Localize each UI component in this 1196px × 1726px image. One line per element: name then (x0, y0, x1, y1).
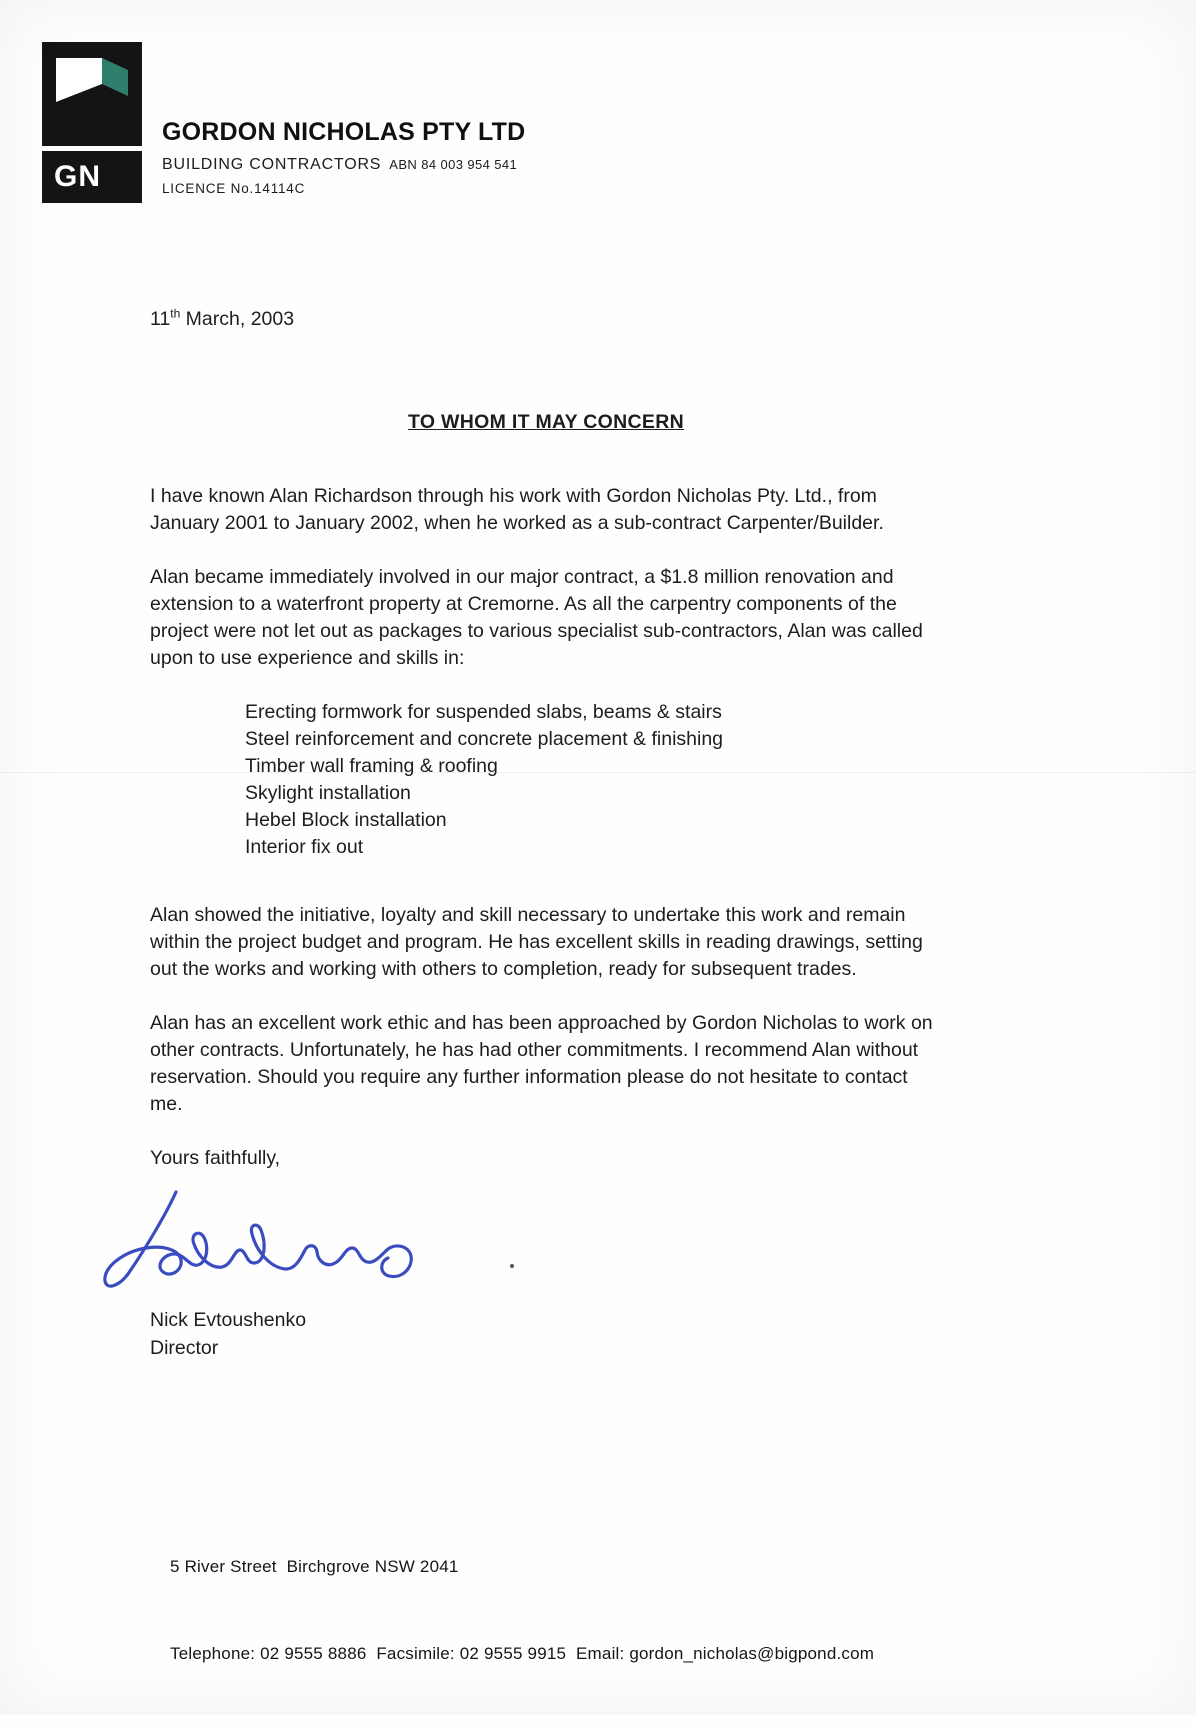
footer-address: 5 River Street Birchgrove NSW 2041 (170, 1557, 459, 1576)
skill-item: Skylight installation (245, 782, 411, 804)
date-rest: March, 2003 (180, 308, 295, 330)
logo-fold-icon (42, 42, 142, 146)
letter-body (150, 306, 942, 1362)
ink-dot (510, 1264, 514, 1268)
footer-contact: Telephone: 02 9555 8886 Facsimile: 02 9555 9915 Email: gordon_nicholas@bigpond.com (170, 1644, 875, 1663)
paragraph-contract: Alan became immediately involved in our major contract, a $1.8 million renovation and extension to a waterfront property at Cremorne. As all the carpentry components of the project were not let out as packages to various specialist sub-contractors, Alan was called upon to use experience and skills in: (150, 566, 923, 669)
signatory-block (150, 1306, 942, 1362)
skill-item: Timber wall framing & roofing (245, 755, 498, 777)
logo-monogram: GN (42, 151, 142, 203)
letter-date (150, 306, 942, 333)
skill-item: Interior fix out (245, 836, 364, 858)
company-licence: LICENCE No.14114C (162, 181, 306, 196)
signatory-title: Director (150, 1337, 219, 1359)
paragraph-skills-summary: Alan showed the initiative, loyalty and skill necessary to undertake this work and remain within the project budget and program. He has excellent skills in reading drawings, setting out the works and working with others to completion, ready for subsequent trades. (150, 904, 923, 980)
company-subtitle (162, 156, 525, 174)
paragraph-recommendation: Alan has an excellent work ethic and has been approached by Gordon Nicholas to work on other contracts. Unfortunately, he has had other commitments. I recommend Alan without reservation. Should you require any further information please do not hesitate to contact me. (150, 1012, 933, 1115)
company-logo (42, 42, 142, 203)
company-subtitle-text: BUILDING CONTRACTORS (162, 156, 382, 173)
skill-item: Erecting formwork for suspended slabs, beams & stairs (245, 701, 722, 723)
letter-title: TO WHOM IT MAY CONCERN (407, 411, 684, 433)
date-ordinal: th (170, 306, 181, 321)
date-day: 11 (150, 308, 171, 330)
skill-item: Hebel Block installation (245, 809, 447, 831)
company-abn: ABN 84 003 954 541 (389, 157, 518, 172)
company-name: GORDON NICHOLAS PTY LTD (162, 118, 526, 146)
paragraph-intro: I have known Alan Richardson through his work with Gordon Nicholas Pty. Ltd., from January 2001 to January 2002, when he worked as a sub-contract Carpenter/Builder. (150, 485, 884, 534)
letterhead (162, 118, 525, 196)
skills-list (150, 699, 942, 861)
signatory-name: Nick Evtoushenko (150, 1309, 307, 1331)
skill-item: Steel reinforcement and concrete placement & finishing (245, 728, 724, 750)
closing-salutation: Yours faithfully, (150, 1147, 281, 1169)
signature (92, 1186, 942, 1298)
signature-ink (92, 1186, 452, 1298)
letter-footer (170, 1494, 874, 1726)
